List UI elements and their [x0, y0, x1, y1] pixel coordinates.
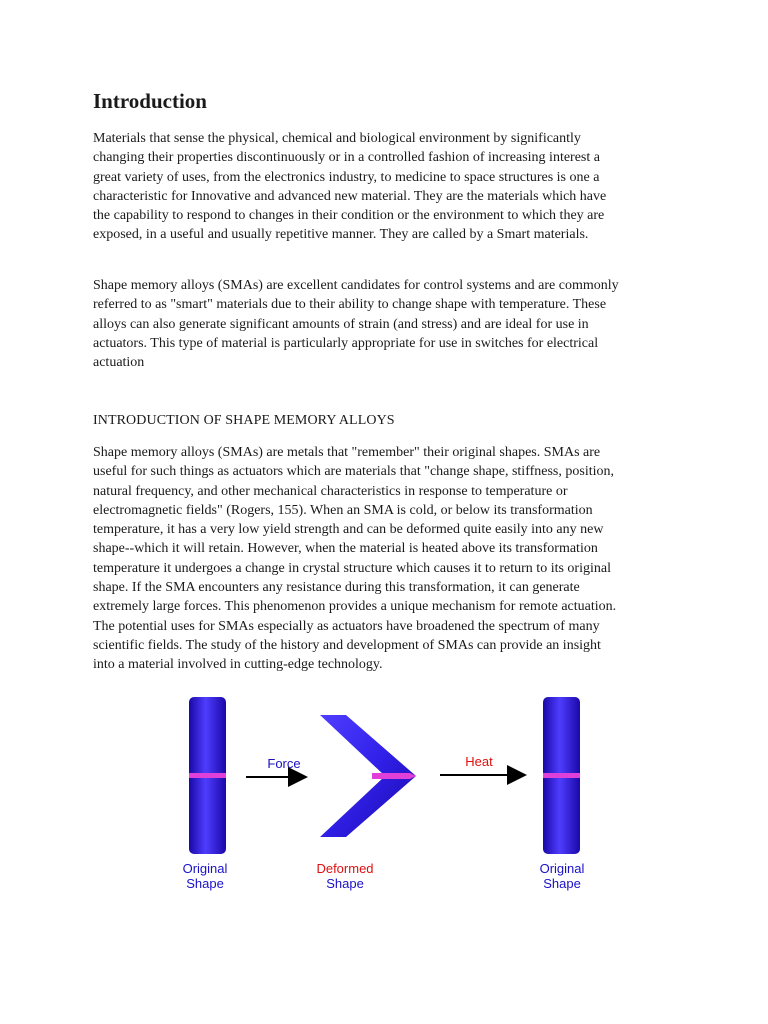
- heat-label: Heat: [465, 754, 493, 769]
- intro-paragraph-line: characteristic for Innovative and advanced new material. They are the materials which have: [93, 188, 607, 204]
- deformed-shape: [320, 715, 416, 837]
- sma-detail-paragraph-line: scientific fields. The study of the history and development of SMAs can provide an insight: [93, 637, 601, 653]
- sma-detail-paragraph-line: shape. If the SMA encounters any resistance during this transformation, it can generate: [93, 580, 580, 596]
- original-shape-left: [189, 697, 226, 854]
- deformed-shape-label: [316, 861, 373, 891]
- sma-detail-paragraph: [93, 443, 616, 675]
- sma-detail-paragraph-line: temperature, it has a very low yield strength and can be deformed quite easily into any new: [93, 522, 604, 538]
- sma-overview-paragraph: [93, 276, 619, 372]
- svg-text:Deformed: Deformed: [316, 861, 374, 876]
- section-heading: INTRODUCTION OF SHAPE MEMORY ALLOYS: [93, 413, 395, 428]
- sma-detail-paragraph-line: Shape memory alloys (SMAs) are metals that "remember" their original shapes. SMAs are: [93, 445, 601, 460]
- sma-overview-paragraph-line: Shape memory alloys (SMAs) are excellent candidates for control systems and are commonly: [93, 278, 619, 293]
- sma-detail-paragraph-line: shape--which it will retain. However, when the material is heated above its transformation: [93, 541, 598, 557]
- sma-overview-paragraph-line: actuation: [93, 355, 145, 371]
- intro-paragraph: [93, 129, 606, 245]
- intro-paragraph-line: exposed, in a useful and usually repetitive manner. They are called by a Smart materials.: [93, 227, 589, 243]
- sma-overview-paragraph-line: alloys can also generate significant amounts of strain (and stress) and are ideal for use in: [93, 316, 589, 332]
- svg-text:Shape: Shape: [543, 876, 581, 891]
- heat-arrow: [440, 754, 525, 775]
- original-shape-right: [543, 697, 580, 854]
- sma-overview-paragraph-line: referred to as "smart" materials due to their ability to change shape with temperature. These: [93, 297, 607, 313]
- force-arrow: [246, 756, 306, 777]
- force-label: Force: [267, 756, 301, 771]
- sma-detail-paragraph-line: natural frequency, and other mechanical characteristics in response to temperature or: [93, 483, 568, 499]
- page-title: Introduction: [93, 89, 207, 113]
- intro-paragraph-line: Materials that sense the physical, chemical and biological environment by significantly: [93, 131, 581, 146]
- svg-text:Shape: Shape: [186, 876, 224, 891]
- sma-detail-paragraph-line: The potential uses for SMAs especially as actuators have broadened the spectrum of many: [93, 618, 600, 634]
- sma-detail-paragraph-line: extremely large forces. This phenomenon provides a unique mechanism for remote actuation.: [93, 599, 617, 615]
- sma-detail-paragraph-line: useful for such things as actuators which are materials that "change shape, stiffness, position,: [93, 464, 614, 480]
- intro-paragraph-line: changing their properties discontinuously or in a controlled fashion of increasing interest a: [93, 150, 600, 166]
- intro-paragraph-line: the capability to respond to changes in their condition or the environment to which they are: [93, 208, 605, 224]
- svg-text:Original: Original: [539, 861, 585, 876]
- svg-text:Shape: Shape: [326, 876, 364, 891]
- original-shape-left-label: [183, 861, 228, 891]
- sma-overview-paragraph-line: actuators. This type of material is particularly appropriate for use in switches for electrical: [93, 335, 599, 351]
- sma-detail-paragraph-line: into a material involved in cutting-edge technology.: [93, 657, 383, 673]
- sma-detail-paragraph-line: temperature it undergoes a change in crystal structure which causes it to return to its original: [93, 560, 611, 576]
- svg-text:Original: Original: [182, 861, 228, 876]
- original-shape-right-label: [540, 861, 585, 891]
- intro-paragraph-line: great variety of uses, from the electronics industry, to medicine to space structures is one a: [93, 169, 600, 185]
- sma-detail-paragraph-line: electromagnetic fields" (Rogers, 155). When an SMA is cold, or below its transformation: [93, 502, 593, 518]
